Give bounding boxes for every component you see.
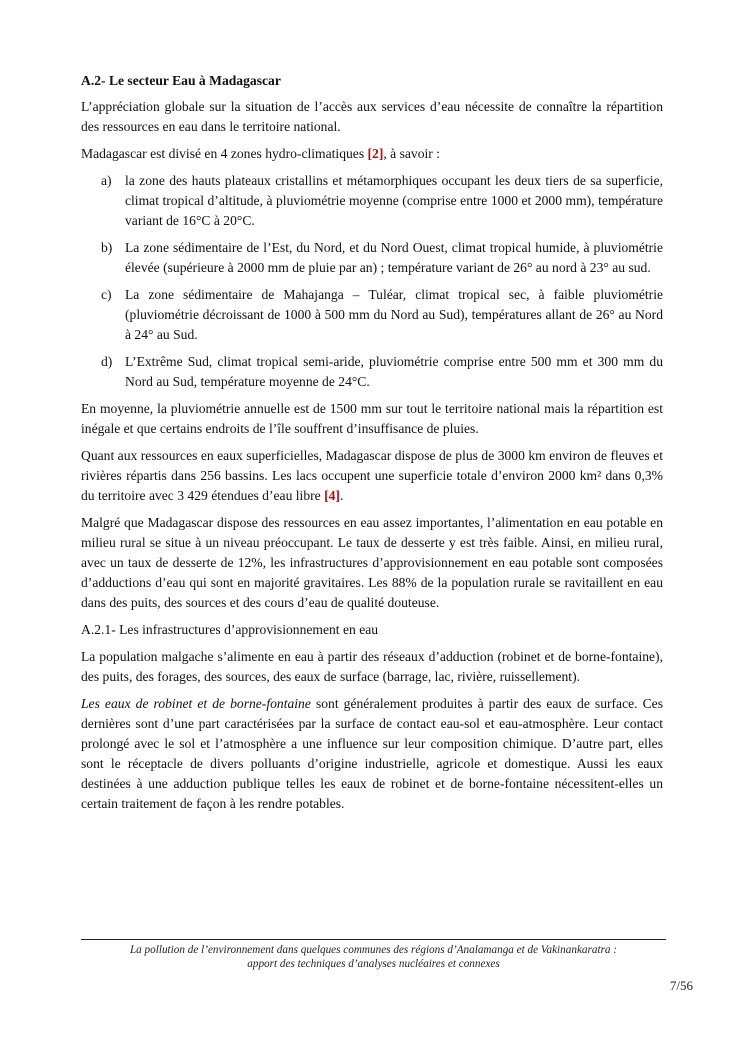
surface-water-text: Quant aux ressources en eaux superficielles, Madagascar dispose de plus de 3000 km environ de fleuves et rivières répartis dans 256 bassins. Les lacs occupent une superficie totale d’environ 2000 km² dans 0,3% du territoire avec 3 429 étendues d’eau libre (81, 448, 663, 503)
page-footer (81, 943, 666, 971)
list-marker: a) (101, 173, 112, 188)
list-marker: d) (101, 354, 113, 369)
surface-water-suffix: . (339, 488, 344, 503)
footer-divider (81, 939, 666, 940)
list-item (81, 352, 663, 392)
list-item (81, 171, 663, 231)
page-number: 7/56 (669, 978, 693, 993)
tap-water-term: Les eaux de robinet et de borne-fontaine (81, 696, 311, 711)
surface-water-paragraph (81, 446, 663, 506)
page-body (81, 71, 663, 821)
subsection-title: A.2.1- Les infrastructures d’approvisionnement en eau (81, 622, 379, 637)
list-item-text: La zone sédimentaire de Mahajanga – Tuléar, climat tropical sec, à faible pluviométrie (pluviométrie décroissant de 1000 à 500 mm du Nord au Sud), températures allant de 26° au Nord à 24° au Sud. (125, 287, 663, 342)
rural-water-paragraph: Malgré que Madagascar dispose des ressources en eau assez importantes, l’alimentation en eau potable en milieu rural se situe à un niveau préoccupant. Le taux de desserte y est très faible. Ainsi, en milieu rural, avec un taux de desserte de 12%, les infrastructures d’approvisionnement en eau potable sont composées d’adductions d’eau qui sont en majorité gravitaires. Les 88% de la population rurale se ravitaillent en eau dans des puits, des sources et des cours d’eau de qualité douteuse. (81, 515, 663, 610)
reference-link-2[interactable]: [2] (367, 146, 384, 161)
list-item-text: La zone sédimentaire de l’Est, du Nord, et du Nord Ouest, climat tropical humide, à pluviométrie élevée (supérieure à 2000 mm de pluie par an) ; température variant de 26° au nord à 23° au sud. (125, 240, 663, 275)
list-marker: b) (101, 240, 113, 255)
list-item-text: L’Extrême Sud, climat tropical semi-aride, pluviométrie comprise entre 500 mm et 300 mm du Nord au Sud, température moyenne de 24°C. (125, 354, 663, 389)
tap-water-paragraph (81, 694, 663, 814)
tap-water-text: sont généralement produites à partir des eaux de surface. Ces dernières sont d’une part caractérisées par la surface de contact eau-sol et eau-atmosphère. Leur contact prolongé avec le sol et l’atmosphère a une influence sur leur composition chimique. D’autre part, elles sont le réceptacle de divers polluants d’origine industrielle, agricole et domestique. Aussi les eaux destinées à une adduction publique telles les eaux de robinet et de borne-fontaine nécessitent-elles un certain traitement de façon à les rendre potables. (81, 696, 663, 811)
footer-line-1: La pollution de l’environnement dans quelques communes des régions d’Analamanga et de Vakinankaratra : (129, 944, 618, 956)
zones-intro-paragraph (81, 144, 663, 164)
water-sources-paragraph: La population malgache s’alimente en eau à partir des réseaux d’adduction (robinet et de borne-fontaine), des puits, des forages, des sources, des eaux de surface (barrage, lac, rivière, ruissellement). (81, 649, 663, 684)
zones-intro-suffix: , à savoir : (383, 146, 441, 161)
intro-paragraph: L’appréciation globale sur la situation de l’accès aux services d’eau nécessite de connaître la répartition des ressources en eau dans le territoire national. (81, 99, 663, 134)
list-item (81, 238, 663, 278)
zones-list (81, 171, 663, 392)
footer-line-2: apport des techniques d’analyses nucléaires et connexes (247, 958, 500, 970)
rainfall-paragraph: En moyenne, la pluviométrie annuelle est de 1500 mm sur tout le territoire national mais la répartition est inégale et que certains endroits de l’île souffrent d’insuffisance de pluies. (81, 401, 663, 436)
zones-intro-text: Madagascar est divisé en 4 zones hydro-climatiques (81, 146, 368, 161)
reference-link-4[interactable]: [4] (324, 488, 340, 503)
list-item (81, 285, 663, 345)
section-title: A.2- Le secteur Eau à Madagascar (81, 73, 281, 88)
list-item-text: la zone des hauts plateaux cristallins et métamorphiques occupant les deux tiers de sa superficie, climat tropical d’altitude, à pluviométrie moyenne (comprise entre 1000 et 2000 mm), température variant de 16°C à 20°C. (125, 173, 663, 228)
list-marker: c) (101, 287, 112, 302)
